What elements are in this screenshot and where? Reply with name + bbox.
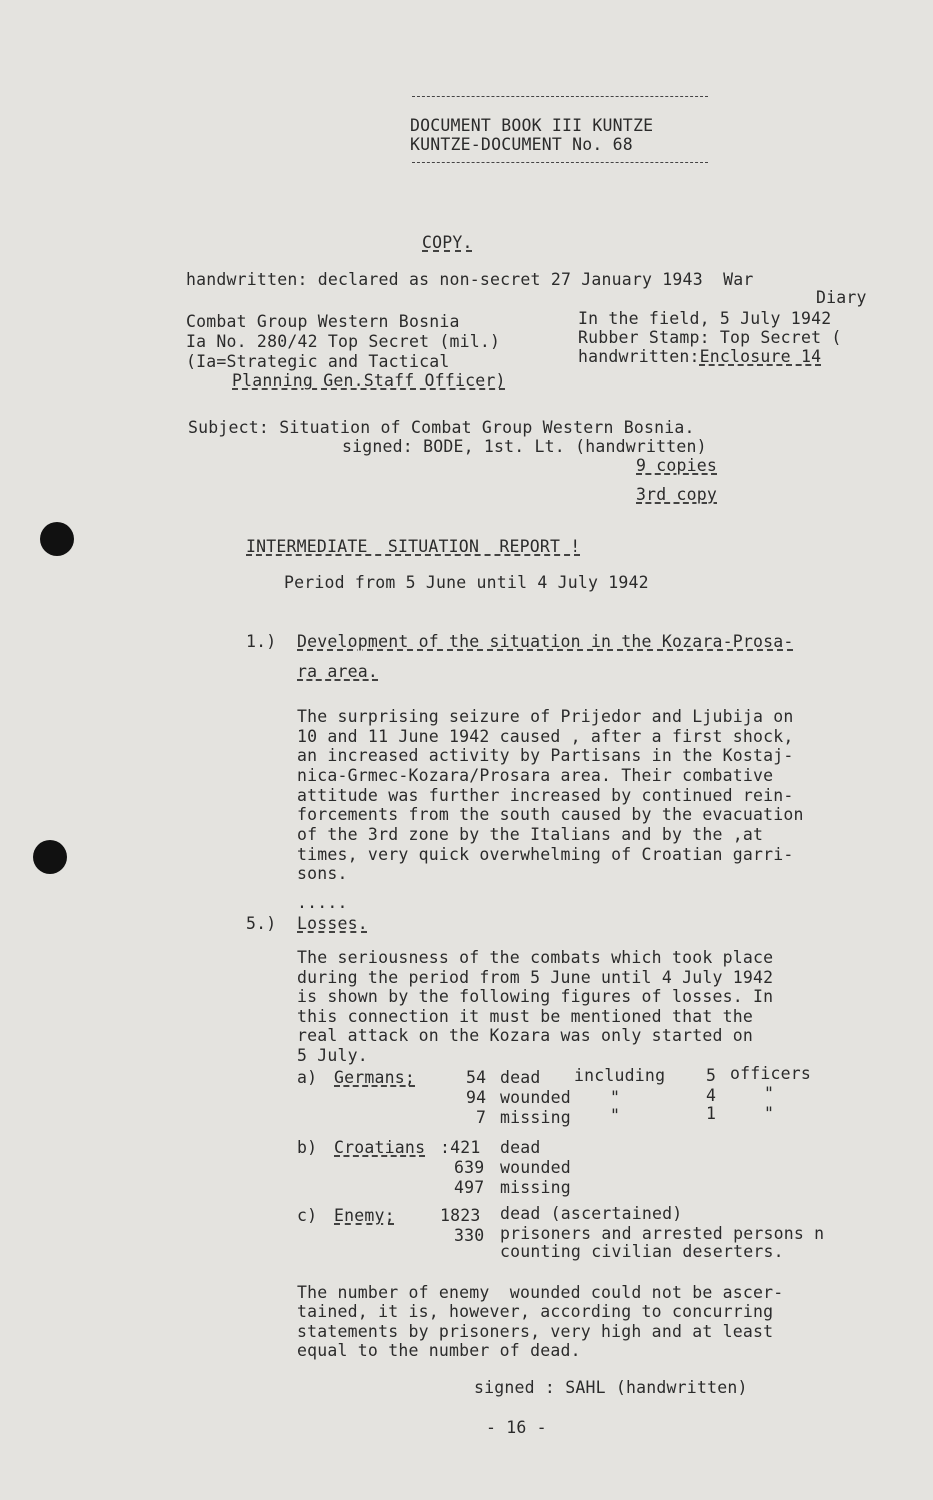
- germans-dead-count: 54: [466, 1068, 487, 1087]
- left-block-line1: Combat Group Western Bosnia: [186, 312, 460, 331]
- enemy-label: Enemy;: [334, 1206, 395, 1225]
- enemy-prisoners-count: 330: [454, 1226, 485, 1245]
- section5-body-line: The seriousness of the combats which took place: [297, 948, 774, 967]
- closing-line: The number of enemy wounded could not be ascer-: [297, 1283, 784, 1302]
- enemy-prisoners-kind: prisoners and arrested persons n: [500, 1224, 825, 1243]
- germans-wounded-count: 94: [466, 1088, 487, 1107]
- right-block-line3: [578, 347, 821, 367]
- enclosure-label: Enclosure 14: [699, 347, 822, 366]
- report-title: INTERMEDIATE SITUATION REPORT !: [246, 537, 581, 556]
- croatians-prefix: b): [297, 1138, 318, 1157]
- copy-number: 3rd copy: [636, 485, 718, 504]
- enemy-dead-count: 1823: [440, 1206, 481, 1225]
- ellipsis-marker: .....: [297, 893, 348, 912]
- germans-wounded-kind: wounded: [500, 1088, 571, 1107]
- section1-heading-line2: ra area.: [297, 662, 379, 681]
- germans-missing-incl: ": [610, 1106, 621, 1125]
- germans-missing-count: 7: [476, 1108, 487, 1127]
- croatians-wounded-count: 639: [454, 1158, 485, 1177]
- closing-line: equal to the number of dead.: [297, 1341, 581, 1360]
- punch-hole-bottom: [33, 840, 67, 874]
- section5-heading: Losses.: [297, 914, 368, 933]
- section1-body-line: times, very quick overwhelming of Croatian garri-: [297, 845, 794, 864]
- handwritten-note-cont: Diary: [816, 288, 867, 307]
- section1-body-line: nica-Grmec-Kozara/Prosara area. Their combative: [297, 766, 774, 785]
- germans-wounded-unit: ": [764, 1084, 775, 1103]
- left-block-line2: Ia No. 280/42 Top Secret (mil.): [186, 332, 501, 351]
- header-rule-top: [412, 96, 708, 97]
- enemy-dead-kind: dead (ascertained): [500, 1204, 683, 1223]
- subject-line: Subject: Situation of Combat Group Western Bosnia.: [188, 418, 695, 437]
- punch-hole-top: [40, 522, 74, 556]
- section1-number: 1.): [246, 632, 277, 651]
- section5-body-line: during the period from 5 June until 4 July 1942: [297, 968, 774, 987]
- handwritten-note: handwritten: declared as non-secret 27 January 1943 War: [186, 270, 754, 289]
- section5-body-line: is shown by the following figures of losses. In: [297, 987, 774, 1006]
- germans-missing-num: 1: [706, 1104, 717, 1123]
- copy-heading: COPY.: [422, 233, 473, 252]
- croatians-missing-kind: missing: [500, 1178, 571, 1197]
- right-block-line3-prefix: handwritten:: [578, 347, 700, 366]
- croatians-dead-kind: dead: [500, 1138, 541, 1157]
- closing-line: statements by prisoners, very high and at least: [297, 1322, 774, 1341]
- section1-heading-line1: Development of the situation in the Kozara-Prosa-: [297, 632, 794, 651]
- right-block-line1: In the field, 5 July 1942: [578, 309, 832, 328]
- section5-number: 5.): [246, 914, 277, 933]
- section1-body-line: forcements from the south caused by the evacuation: [297, 805, 804, 824]
- germans-dead-kind: dead: [500, 1068, 541, 1087]
- germans-dead-officers-num: 5: [706, 1066, 717, 1085]
- section1-body-line: The surprising seizure of Prijedor and Ljubija on: [297, 707, 794, 726]
- section1-body-line: sons.: [297, 864, 348, 883]
- doc-book-line: DOCUMENT BOOK III KUNTZE: [410, 116, 654, 135]
- germans-label: Germans;: [334, 1068, 416, 1087]
- section1-body-line: of the 3rd zone by the Italians and by the ,at: [297, 825, 764, 844]
- croatians-wounded-kind: wounded: [500, 1158, 571, 1177]
- left-block-line3: (Ia=Strategic and Tactical: [186, 352, 450, 371]
- germans-wounded-num: 4: [706, 1086, 717, 1105]
- germans-prefix: a): [297, 1068, 318, 1087]
- germans-missing-unit: ": [764, 1104, 775, 1123]
- croatians-missing-count: 497: [454, 1178, 485, 1197]
- section5-body-line: 5 July.: [297, 1046, 368, 1065]
- enemy-deserters-kind: counting civilian deserters.: [500, 1242, 784, 1261]
- germans-dead-officers-unit: officers: [730, 1064, 812, 1083]
- section5-body-line: this connection it must be mentioned that the: [297, 1007, 754, 1026]
- signature-line: signed : SAHL (handwritten): [474, 1378, 748, 1397]
- doc-number-line: KUNTZE-DOCUMENT No. 68: [410, 135, 633, 154]
- page-number: - 16 -: [486, 1418, 547, 1437]
- header-rule-bottom: [412, 162, 708, 163]
- right-block-line2: Rubber Stamp: Top Secret (: [578, 328, 842, 347]
- section1-body-line: an increased activity by Partisans in the Kostaj-: [297, 746, 794, 765]
- closing-line: tained, it is, however, according to concurring: [297, 1302, 774, 1321]
- section5-body-line: real attack on the Kozara was only started on: [297, 1026, 754, 1045]
- subject-signed-line: signed: BODE, 1st. Lt. (handwritten): [342, 437, 707, 456]
- section1-body-line: 10 and 11 June 1942 caused , after a first shock,: [297, 727, 794, 746]
- croatians-dead-count: :421: [440, 1138, 481, 1157]
- section1-body-line: attitude was further increased by continued rein-: [297, 786, 794, 805]
- germans-missing-kind: missing: [500, 1108, 571, 1127]
- croatians-label: Croatians: [334, 1138, 426, 1157]
- left-block-line4: Planning Gen.Staff Officer): [232, 371, 506, 390]
- copies-count: 9 copies: [636, 456, 718, 475]
- germans-wounded-incl: ": [610, 1088, 621, 1107]
- report-period: Period from 5 June until 4 July 1942: [284, 573, 649, 592]
- germans-dead-incl: including: [574, 1066, 666, 1085]
- enemy-prefix: c): [297, 1206, 318, 1225]
